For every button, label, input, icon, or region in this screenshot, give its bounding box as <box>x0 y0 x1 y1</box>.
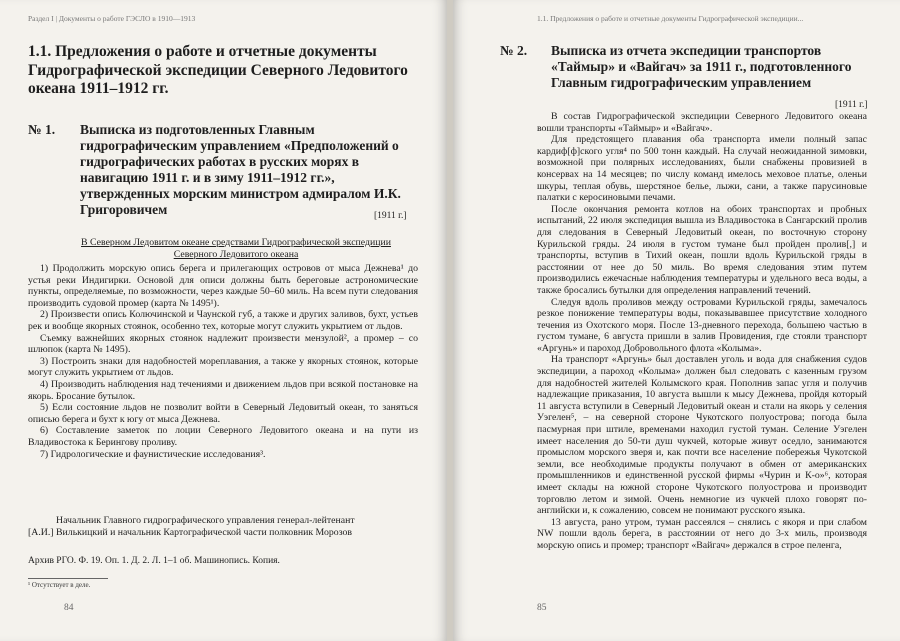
paragraph: 7) Гидрологические и фаунистические исследования³. <box>40 448 266 460</box>
paragraph: Для предстоящего плавания оба транспорта имели полный запас кардиф[ф]ского угля⁴ по 500 тонн каждый. На случай неожиданной зимовки, возможной при полярных исследованиях, были снабжены провизией в консервах на 14 месяцев; по числу команд имелось меховое платье, оленьи шкуры, теплая обувь, шерстяное белье, лыжи, сани, а также парусиновые палатки с керосиновыми печами. <box>537 134 867 204</box>
chapter-title: 1.1. Предложения о работе и отчетные документы Гидрографической экспедиции Северного Ледовитого океана 1911–1912 гг. <box>28 43 408 97</box>
section-heading: В Северном Ледовитом океане средствами Гидрографической экспедиции Северного Ледовитого океана <box>81 237 391 260</box>
footnote-rule <box>28 578 108 579</box>
doc-title-1: Выписка из подготовленных Главным гидрографическим управлением «Предположений о гидрографических работах в русских морях в навигацию 1911 г. и в зиму 1911–1912 гг.», утвержденных морским министром адмиралом И.К. Григоровичем <box>80 122 401 217</box>
signature-block <box>28 515 418 539</box>
page-number-right: 85 <box>537 603 547 613</box>
paragraph: Съемку важнейших якорных стоянок надлежит произвести мензулой², а промер – со шлюпок (карта № 1495). <box>28 332 418 356</box>
page-number-left: 84 <box>64 603 74 613</box>
left-page <box>0 0 447 641</box>
doc-date-2: [1911 г.] <box>835 100 868 110</box>
paragraph: 5) Если состояние льдов не позволит войти в Северный Ледовитый океан, то заняться описью берега и бухт к югу от мыса Дежнева. <box>28 402 418 425</box>
paragraph: 6) Составление заметок по лоции Северного Ледовитого океана и на пути из Владивостока к Берингову проливу. <box>28 425 418 448</box>
doc-date-1: [1911 г.] <box>374 211 407 221</box>
paragraph: 13 августа, рано утром, туман рассеялся – снялись с якоря и при слабом NW пошли вдоль берега, в расстоянии от него до 3-х миль, производя морскую опись и промер; транспорт «Вайгач» держался в строе пеленга, <box>537 516 867 551</box>
paragraph: 2) Произвести опись Колючинской и Чаунской губ, а также и других заливов, бухт, устьев рек и вообще якорных стоянок, особенно тех, которые могут служить укрытием от льдов. <box>28 309 418 332</box>
paragraph: 1) Продолжить морскую опись берега и прилегающих островов от мыса Дежнева¹ до устья реки Индигирки. Основой для описи должны быть береговые астрономические пункты, определяемые, по возможности, через каждые 50–60 миль. На всем пути следования производить судовой промер (карта № 1495¹). <box>28 263 418 309</box>
footnote: ¹ Отсутствует в деле. <box>28 581 91 589</box>
doc-title-2: Выписка из отчета экспедиции транспортов «Таймыр» и «Вайгач» за 1911 г., подготовленного Главным гидрографическим управлением <box>551 43 852 90</box>
running-head-right: 1.1. Предложения о работе и отчетные документы Гидрографической экспедиции... <box>537 14 804 23</box>
signature-line: [А.И.] Вилькицкий и начальник Картографической части полковник Морозов <box>28 527 353 538</box>
right-body-text <box>537 111 867 552</box>
doc-number-1: № 1. <box>28 122 56 137</box>
archive-reference: Архив РГО. Ф. 19. Оп. 1. Д. 2. Л. 1–1 об. Машинопись. Копия. <box>28 556 280 566</box>
signature-line: Начальник Главного гидрографического управления генерал-лейтенант <box>56 515 355 526</box>
left-body-text <box>28 263 418 460</box>
paragraph: 3) Построить знаки для надобностей мореплавания, а также у якорных стоянок, которые могут служить укрытием от льдов. <box>28 355 418 379</box>
paragraph: В состав Гидрографической экспедиции Северного Ледовитого океана вошли транспорты «Таймыр» и «Вайгач». <box>537 111 867 134</box>
right-page <box>453 0 900 641</box>
paragraph: Следуя вдоль проливов между островами Курильской гряды, замечалось резкое понижение температуры воды, показывавшее присутствие холодного течения из Охотского моря. После 13-дневного перехода, большею частью в густом тумане, 6 августа пришли в залив Провидения, где стояли транспорт «Аргунь» и пароход Добровольного флота «Колыма». <box>537 296 867 354</box>
paragraph: 4) Производить наблюдения над течениями и движением льдов при всякой постановке на якорь. Бросание бутылок. <box>28 378 418 402</box>
paragraph: На транспорт «Аргунь» был доставлен уголь и вода для снабжения судов экспедиции, а пароход «Колыма» должен был следовать с казенным грузом для надобностей жителей Колымского края. Пополнив запас угля и получив надлежащие приказания, 10 августа вышли к мысу Дежнева, пройдя который 11 августа вступили в Северный Ледовитый океан и стали на якорь у селения Уэгелен⁵, – на северной стороне Чукотского полуострова; погода была пасмурная при штиле, временами находил густой туман. Селение Уэгелен имеет населения до 50-ти душ чукчей, которые живут оседло, занимаются промыслом морского зверя и, как почти все население побережья Чукотской земли, все необходимые продукты получают в обмен от американских промышленников и единственной русской фирмы «Чурин и К-о»⁶, которая имеет склады на южной стороне Чукотского полуострова и производит торговлю летом и зимой. Очень немногие из чукчей плохо говорят по-английски и, к сожалению, совсем не понимают русского языка. <box>537 354 867 517</box>
paragraph: После окончания ремонта котлов на обоих транспортах и пробных испытаний, 22 июля экспедиция вышла из Владивостока в Сангарский пролив для следования в Северный Ледовитый океан, по восточную сторону Курильской гряды. 24 июля в густом тумане был пройден пролив[,] и транспорты, вступив в Тихий океан, пошли вдоль Курильской гряды в расстоянии от нее до 50 миль. Во время следования этим путем производились ежечасные наблюдения температуры и удельного веса воды, а также бросались бутылки для определения направлений течений. <box>537 203 867 296</box>
running-head-left: Раздел I | Документы о работе ГЭСЛО в 1910—1913 <box>28 14 196 23</box>
doc-number-2: № 2. <box>500 43 528 58</box>
